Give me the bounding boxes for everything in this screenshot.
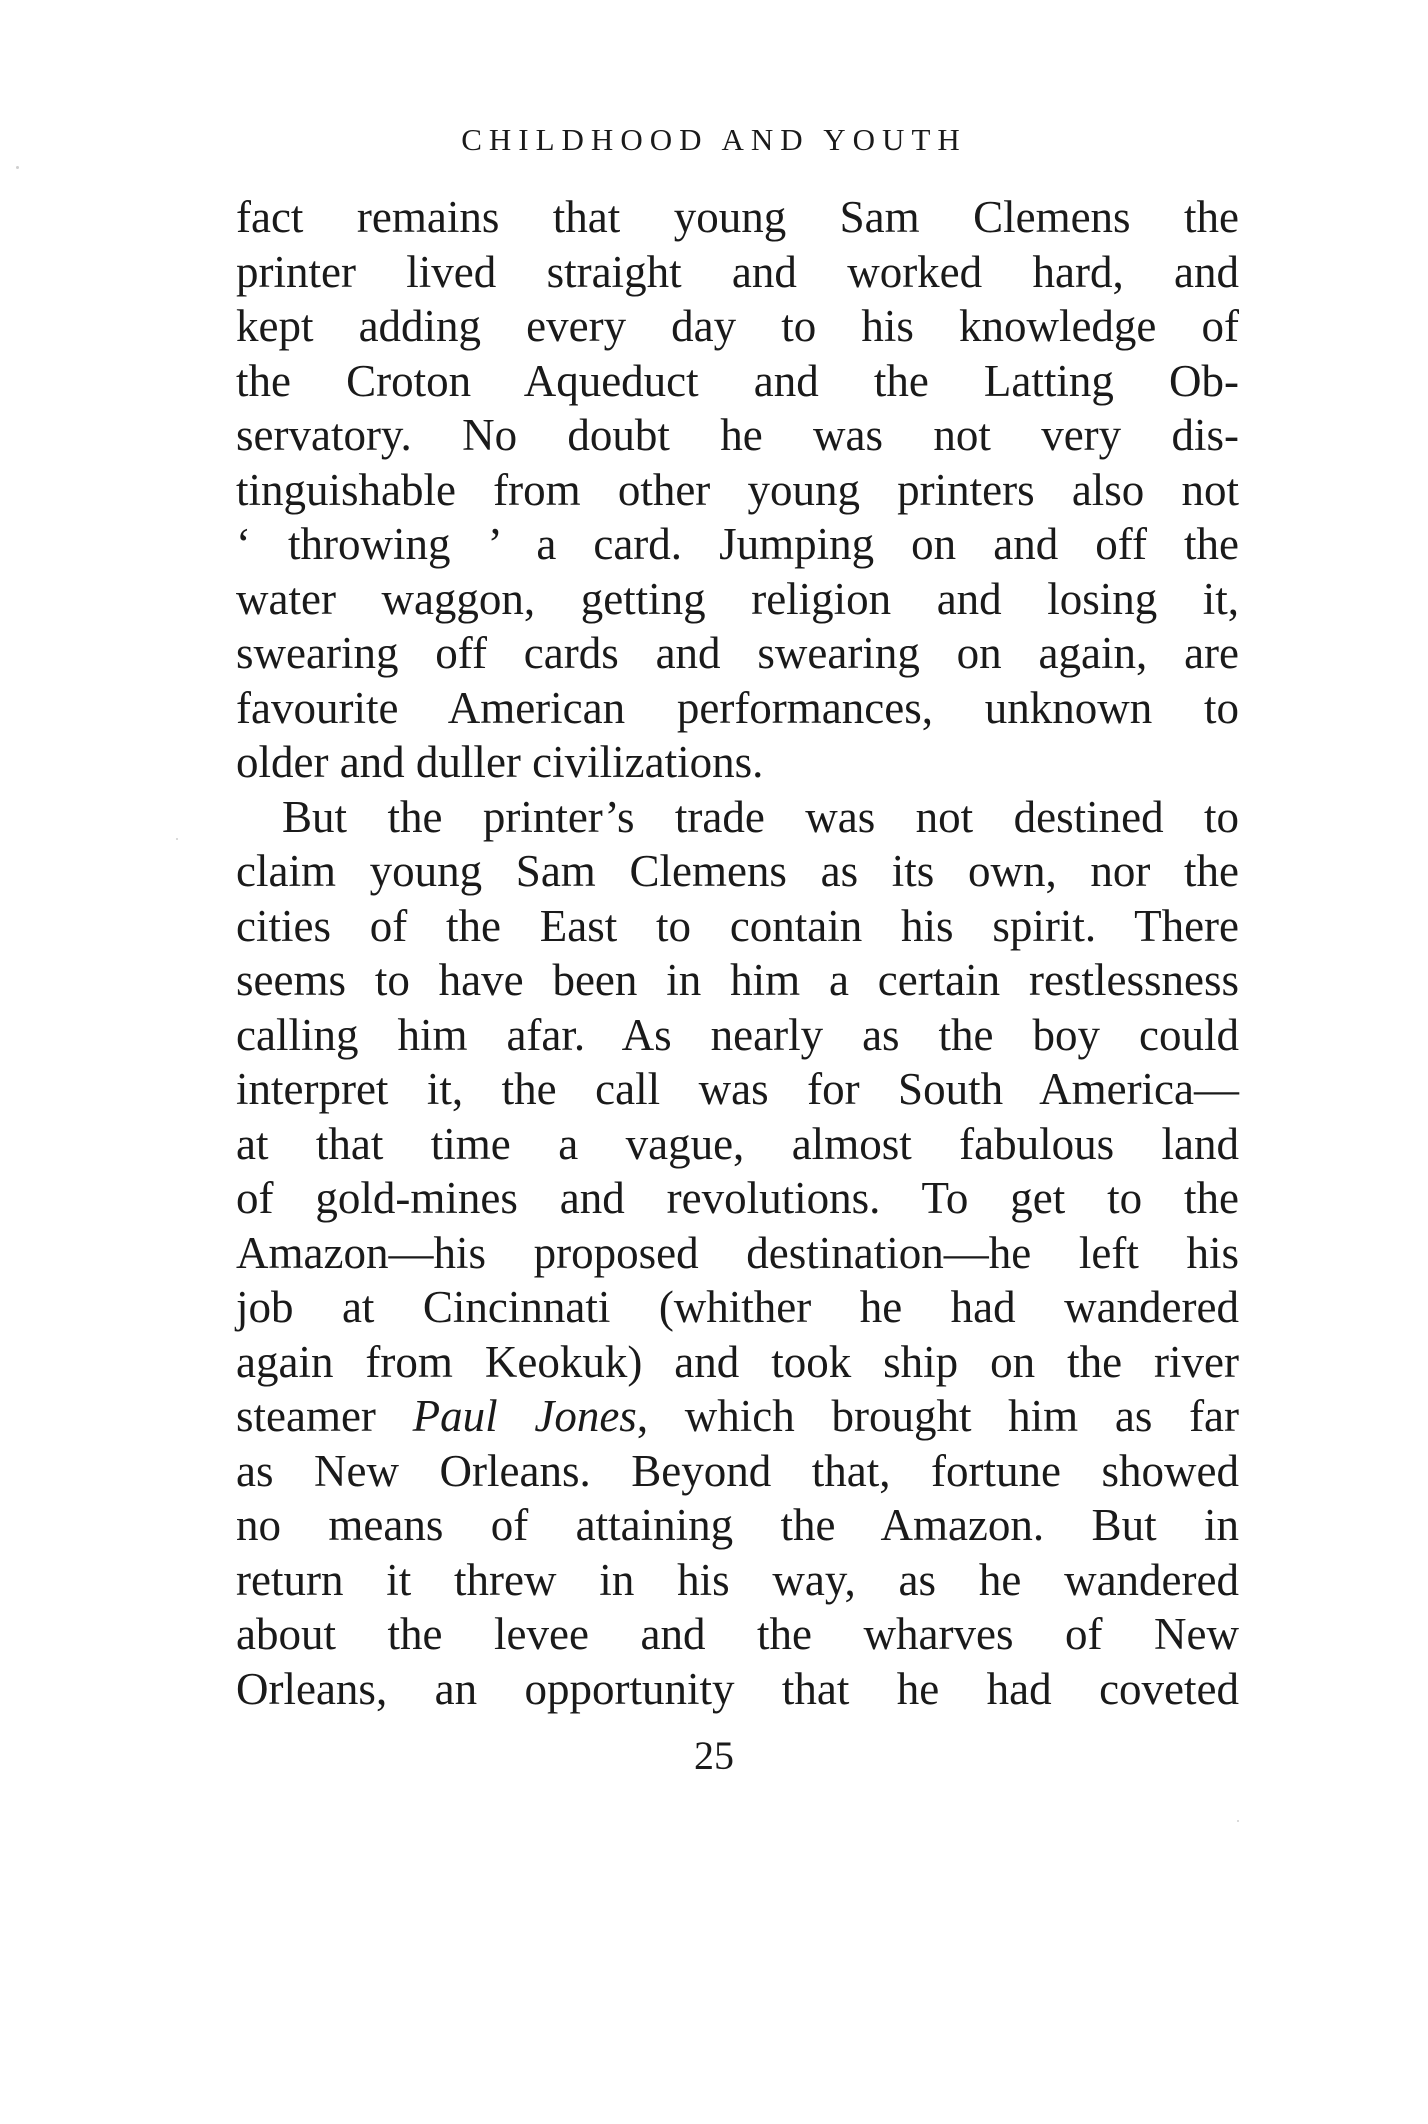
text-line: ‘ throwing ’ a card. Jumping on and off the (236, 519, 1239, 569)
scan-speck (176, 838, 178, 840)
text-line: about the levee and the wharves of New (236, 1609, 1239, 1659)
text-line: of gold-mines and revolutions. To get to the (236, 1173, 1239, 1223)
scan-speck (1237, 1820, 1239, 1822)
text-line: seems to have been in him a certain restlessness (236, 955, 1239, 1005)
text-fragment: steamer (236, 1391, 376, 1441)
text-line: fact remains that young Sam Clemens the (236, 192, 1239, 242)
text-line: kept adding every day to his knowledge of (236, 301, 1239, 351)
text-line (236, 1389, 1239, 1444)
scan-speck (16, 166, 19, 169)
text-line: servatory. No doubt he was not very dis- (236, 410, 1239, 460)
text-line: as New Orleans. Beyond that, fortune showed (236, 1445, 1239, 1496)
text-line: printer lived straight and worked hard, and (236, 246, 1239, 297)
text-line: water waggon, getting religion and losing it, (236, 573, 1239, 624)
text-line: no means of attaining the Amazon. But in (236, 1500, 1239, 1550)
text-line: Orleans, an opportunity that he had coveted (236, 1663, 1239, 1714)
text-line: again from Keokuk) and took ship on the river (236, 1336, 1239, 1387)
text-line: return it threw in his way, as he wandered (236, 1554, 1239, 1605)
text-line: interpret it, the call was for South America— (236, 1064, 1239, 1114)
text-line: favourite American performances, unknown to (236, 682, 1239, 733)
text-line: But the printer’s trade was not destined to (282, 791, 1239, 842)
text-line: calling him afar. As nearly as the boy could (236, 1009, 1239, 1060)
text-line: claim young Sam Clemens as its own, nor the (236, 846, 1239, 896)
text-line: the Croton Aqueduct and the Latting Ob- (236, 355, 1239, 406)
text-line: job at Cincinnati (whither he had wandered (236, 1282, 1239, 1332)
text-line: cities of the East to contain his spirit. There (236, 900, 1239, 951)
text-line: Amazon—his proposed destination—he left his (236, 1227, 1239, 1278)
body-text (236, 190, 1239, 1716)
text-line: tinguishable from other young printers also not (236, 464, 1239, 515)
italic-ship-name: Paul Jones (412, 1391, 637, 1441)
text-line: older and duller civilizations. (236, 737, 764, 787)
text-line: at that time a vague, almost fabulous land (236, 1118, 1239, 1169)
page-number: 25 (694, 1733, 734, 1778)
running-head: CHILDHOOD AND YOUTH (461, 122, 967, 157)
text-line: swearing off cards and swearing on again, are (236, 628, 1239, 678)
text-fragment: , which brought him as far (636, 1391, 1240, 1441)
